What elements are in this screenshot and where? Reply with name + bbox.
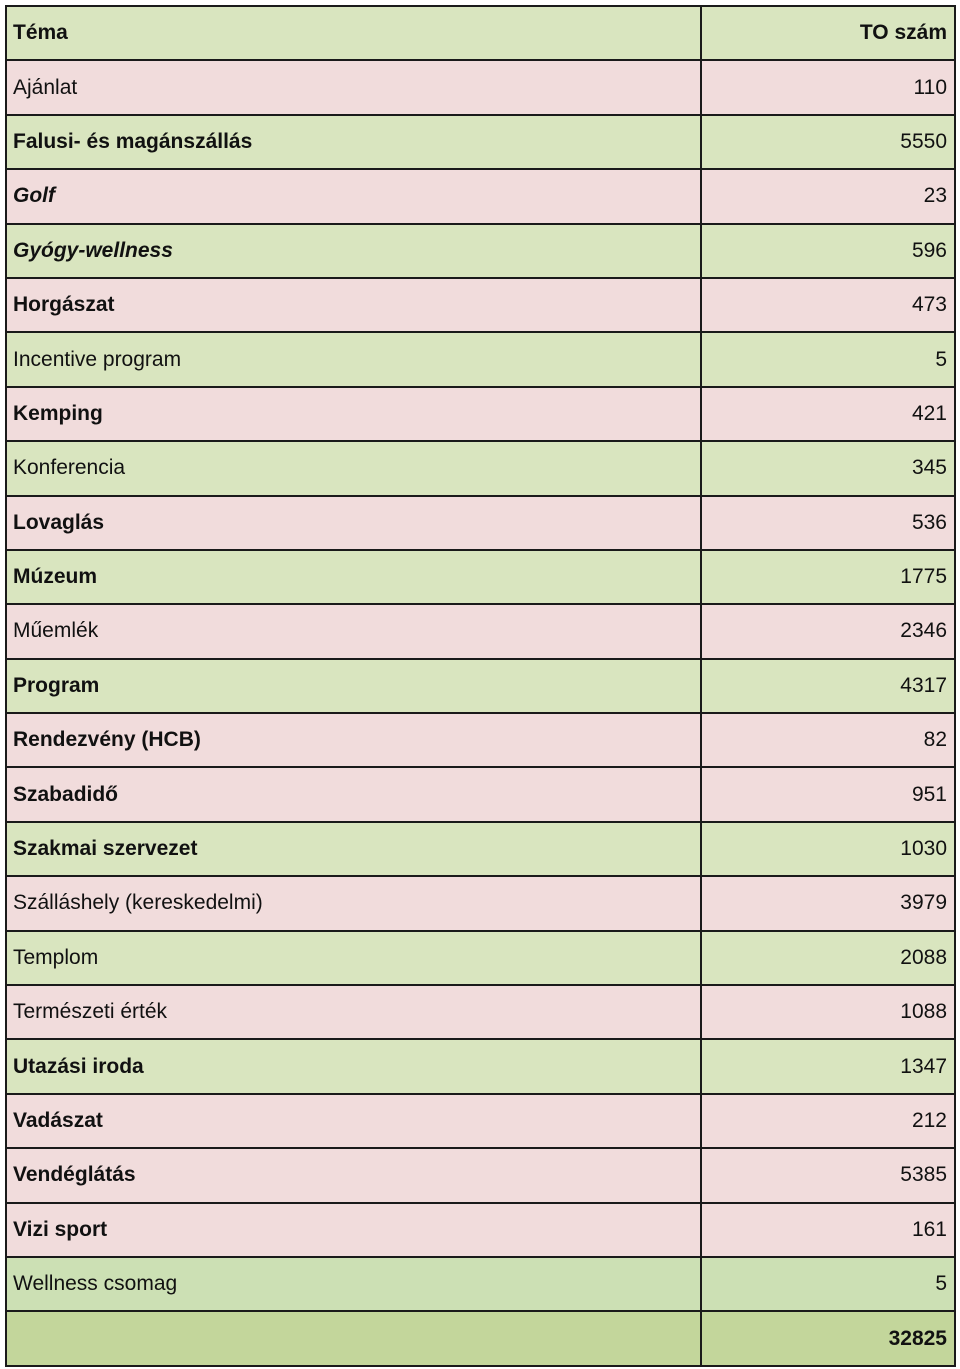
table-row xyxy=(7,823,956,877)
row-count: 5 xyxy=(702,1258,956,1312)
row-topic: Program xyxy=(7,660,702,714)
row-topic: Vadászat xyxy=(7,1095,702,1149)
table-row xyxy=(7,986,956,1040)
row-count: 345 xyxy=(702,442,956,496)
header-topic: Téma xyxy=(7,7,702,61)
row-topic: Falusi- és magánszállás xyxy=(7,116,702,170)
row-count: 951 xyxy=(702,768,956,822)
row-count: 5 xyxy=(702,333,956,387)
table-row xyxy=(7,279,956,333)
row-count: 3979 xyxy=(702,877,956,931)
table-row xyxy=(7,225,956,279)
row-topic: Utazási iroda xyxy=(7,1040,702,1094)
row-topic: Ajánlat xyxy=(7,61,702,115)
row-count: 4317 xyxy=(702,660,956,714)
table-row xyxy=(7,61,956,115)
row-count: 82 xyxy=(702,714,956,768)
table-row xyxy=(7,768,956,822)
total-count: 32825 xyxy=(702,1312,956,1366)
table-row xyxy=(7,660,956,714)
row-topic: Szakmai szervezet xyxy=(7,823,702,877)
row-topic: Természeti érték xyxy=(7,986,702,1040)
row-count: 596 xyxy=(702,225,956,279)
total-label xyxy=(7,1312,702,1366)
row-topic: Konferencia xyxy=(7,442,702,496)
row-count: 1347 xyxy=(702,1040,956,1094)
row-count: 5385 xyxy=(702,1149,956,1203)
row-count: 536 xyxy=(702,497,956,551)
row-count: 110 xyxy=(702,61,956,115)
table-row xyxy=(7,388,956,442)
row-topic: Horgászat xyxy=(7,279,702,333)
row-topic: Vizi sport xyxy=(7,1204,702,1258)
table-row xyxy=(7,551,956,605)
row-topic: Incentive program xyxy=(7,333,702,387)
row-count: 1775 xyxy=(702,551,956,605)
row-count: 212 xyxy=(702,1095,956,1149)
row-count: 1088 xyxy=(702,986,956,1040)
table-body xyxy=(7,61,956,1312)
row-count: 2088 xyxy=(702,932,956,986)
table-row xyxy=(7,932,956,986)
row-count: 5550 xyxy=(702,116,956,170)
row-topic: Gyógy-wellness xyxy=(7,225,702,279)
row-topic: Rendezvény (HCB) xyxy=(7,714,702,768)
table-row xyxy=(7,442,956,496)
table-header-row xyxy=(7,7,956,61)
row-topic: Műemlék xyxy=(7,605,702,659)
table-row xyxy=(7,714,956,768)
row-topic: Szabadidő xyxy=(7,768,702,822)
row-count: 421 xyxy=(702,388,956,442)
row-count: 161 xyxy=(702,1204,956,1258)
row-topic: Vendéglátás xyxy=(7,1149,702,1203)
row-topic: Kemping xyxy=(7,388,702,442)
table-row xyxy=(7,605,956,659)
row-count: 23 xyxy=(702,170,956,224)
table-row xyxy=(7,1258,956,1312)
table-row xyxy=(7,116,956,170)
table-row xyxy=(7,333,956,387)
table-row xyxy=(7,1149,956,1203)
row-count: 473 xyxy=(702,279,956,333)
table-total-row xyxy=(7,1312,956,1366)
row-topic: Lovaglás xyxy=(7,497,702,551)
topic-count-table xyxy=(5,5,956,1367)
table-row xyxy=(7,1040,956,1094)
row-topic: Golf xyxy=(7,170,702,224)
header-count: TO szám xyxy=(702,7,956,61)
table-row xyxy=(7,1204,956,1258)
table-row xyxy=(7,877,956,931)
table-row xyxy=(7,1095,956,1149)
row-topic: Szálláshely (kereskedelmi) xyxy=(7,877,702,931)
table-row xyxy=(7,497,956,551)
row-count: 1030 xyxy=(702,823,956,877)
row-count: 2346 xyxy=(702,605,956,659)
row-topic: Múzeum xyxy=(7,551,702,605)
row-topic: Wellness csomag xyxy=(7,1258,702,1312)
table-row xyxy=(7,170,956,224)
row-topic: Templom xyxy=(7,932,702,986)
